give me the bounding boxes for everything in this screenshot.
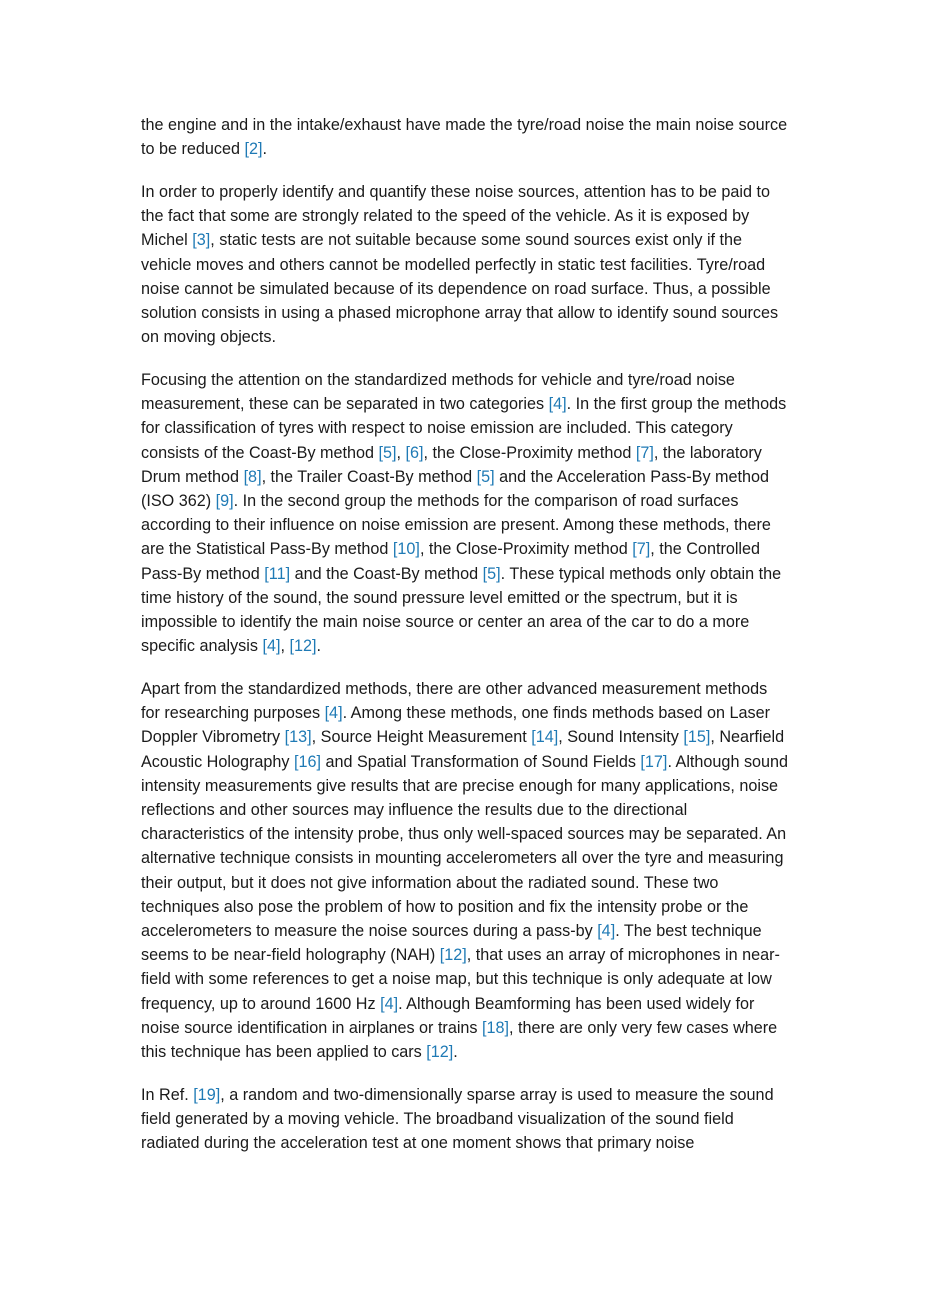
citation-link[interactable]: [15]: [683, 728, 711, 747]
paper-body: [141, 113, 789, 1174]
body-text: , the Close-Proximity method: [419, 540, 633, 559]
body-text: ,: [280, 637, 290, 656]
citation-link[interactable]: [2]: [244, 140, 263, 159]
body-text: . Although Beamforming has been used widely for noise source identification in airplanes or trains: [141, 994, 755, 1037]
citation-link[interactable]: [4]: [597, 922, 616, 941]
paragraph-2: [141, 180, 789, 349]
citation-link[interactable]: [5]: [476, 467, 495, 486]
citation-link[interactable]: [9]: [215, 492, 234, 511]
body-text: , there are only very few cases where this technique has been applied to cars: [141, 1018, 778, 1062]
body-text: Apart from the standardized methods, there are other advanced measurement methods for researching purposes: [141, 680, 768, 723]
citation-link[interactable]: [6]: [405, 443, 424, 462]
paragraph-1: [141, 113, 789, 161]
body-text: the engine and in the intake/exhaust have made the tyre/road noise the main noise source to be reduced: [141, 116, 788, 159]
body-text: . In the second group the methods for the comparison of road surfaces according to their influence on noise emission are present. Among these methods, there are the Statistical Pass-By method: [141, 492, 771, 559]
citation-link[interactable]: [11]: [264, 564, 291, 583]
body-text: . Although sound intensity measurements give results that are precise enough for many applications, noise reflections and other sources may influence the results due to the directional characteristics of the intensity probe, thus only well-spaced sources may be separated. An alternative technique consists in mounting accelerometers all over the tyre and measuring their output, but it does not give information about the radiated sound. These two techniques also pose the problem of how to position and fix the intensity probe or the accelerometers to measure the noise sources during a pass-by: [141, 752, 789, 941]
body-text: Focusing the attention on the standardized methods for vehicle and tyre/road noise measurement, these can be separated in two categories: [141, 371, 735, 414]
body-text: , Nearfield Acoustic Holography: [141, 728, 785, 771]
body-text: . In the first group the methods for classification of tyres with respect to noise emission are included. This category consists of the Coast-By method: [141, 395, 787, 462]
body-text: . These typical methods only obtain the time history of the sound, the sound pressure level emitted or the spectrum, but it is impossible to identify the main noise source or center an area of the car to do a more specific analysis: [141, 564, 782, 656]
body-text: , the Close-Proximity method: [423, 443, 636, 462]
body-text: , that uses an array of microphones in near-field with some references to get a noise map, but this technique is only adequate at low frequency, up to around 1600 Hz: [141, 946, 780, 1013]
body-text: , the laboratory Drum method: [141, 443, 762, 486]
paragraph-3: [141, 368, 789, 658]
body-text: .: [316, 637, 321, 656]
body-text: In order to properly identify and quantify these noise sources, attention has to be paid to the fact that some are strongly related to the speed of the vehicle. As it is exposed by Michel: [141, 183, 771, 250]
body-text: .: [262, 140, 267, 159]
citation-link[interactable]: [4]: [262, 637, 281, 656]
paragraph-4: [141, 677, 789, 1064]
citation-link[interactable]: [7]: [635, 443, 654, 462]
body-text: , the Trailer Coast-By method: [261, 467, 477, 486]
citation-link[interactable]: [14]: [531, 728, 559, 747]
citation-link[interactable]: [18]: [482, 1018, 510, 1037]
body-text: , Source Height Measurement: [311, 728, 532, 747]
citation-link[interactable]: [5]: [378, 443, 397, 462]
citation-link[interactable]: [5]: [482, 564, 501, 583]
citation-link[interactable]: [3]: [192, 231, 211, 250]
citation-link[interactable]: [8]: [243, 467, 262, 486]
citation-link[interactable]: [10]: [392, 540, 420, 559]
body-text: ,: [396, 443, 406, 462]
body-text: , a random and two-dimensionally sparse array is used to measure the sound field generated by a moving vehicle. The broadband visualization of the sound field radiated during the acceleration test at one moment shows that primary noise: [141, 1085, 774, 1153]
citation-link[interactable]: [12]: [289, 637, 317, 656]
citation-link[interactable]: [4]: [548, 395, 567, 414]
body-text: and the Coast-By method: [290, 564, 483, 583]
citation-link[interactable]: [16]: [293, 752, 321, 771]
citation-link[interactable]: [17]: [640, 752, 668, 771]
body-text: . Among these methods, one finds methods based on Laser Doppler Vibrometry: [141, 704, 771, 747]
body-text: . The best technique seems to be near-field holography (NAH): [141, 922, 762, 965]
body-text: , the Controlled Pass-By method: [141, 540, 761, 583]
body-text: , Sound Intensity: [558, 728, 684, 747]
citation-link[interactable]: [7]: [632, 540, 651, 559]
paragraph-5: [141, 1083, 789, 1156]
body-text: , static tests are not suitable because some sound sources exist only if the vehicle moves and others cannot be modelled perfectly in static test facilities. Tyre/road noise cannot be simulated because of its dependence on road surface. Thus, a possible solution consists in using a phased microphone array that allow to identify sound sources on moving objects.: [141, 231, 779, 347]
citation-link[interactable]: [13]: [284, 728, 312, 747]
citation-link[interactable]: [19]: [193, 1085, 221, 1104]
citation-link[interactable]: [12]: [426, 1043, 454, 1062]
citation-link[interactable]: [4]: [380, 994, 399, 1013]
citation-link[interactable]: [12]: [439, 946, 467, 965]
body-text: and the Acceleration Pass-By method (ISO 362): [141, 467, 770, 511]
body-text: .: [453, 1043, 458, 1062]
citation-link[interactable]: [4]: [324, 704, 343, 723]
body-text: In Ref.: [141, 1085, 194, 1104]
body-text: and Spatial Transformation of Sound Fields: [320, 752, 641, 771]
